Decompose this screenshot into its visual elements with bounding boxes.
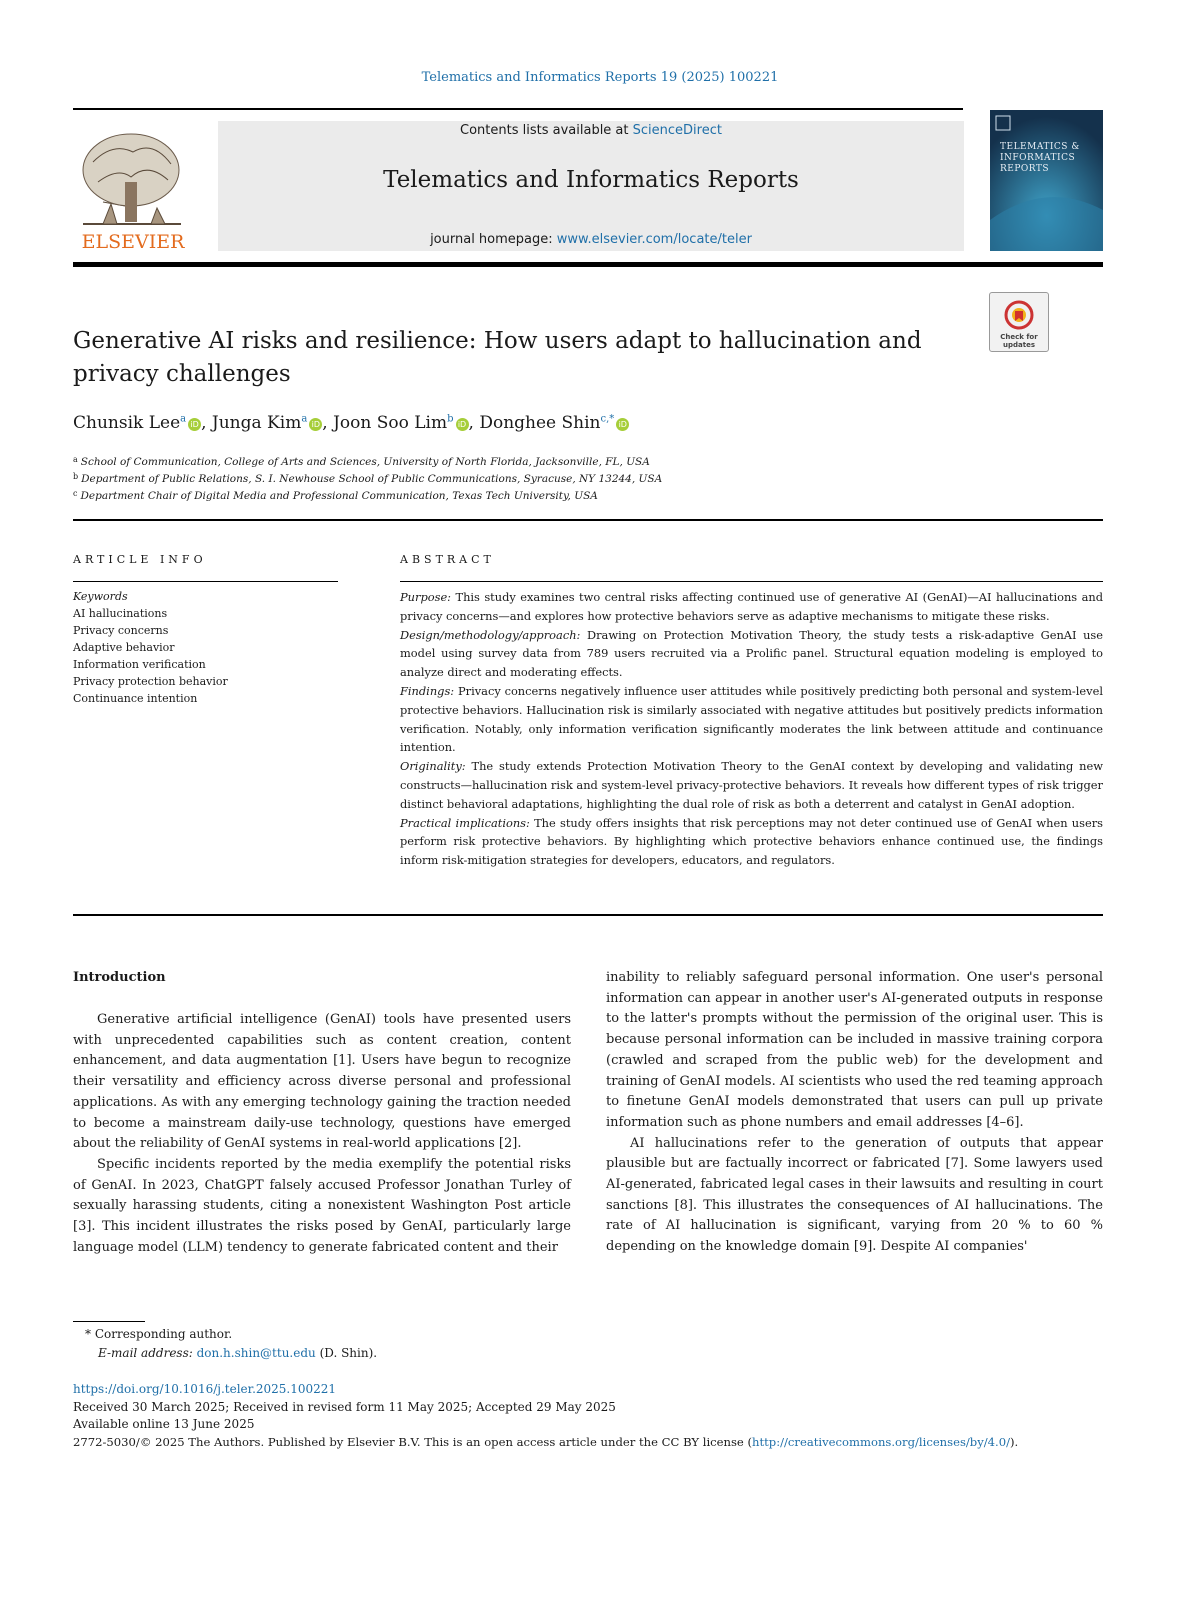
asterisk-mark: *	[85, 1327, 91, 1341]
journal-homepage	[218, 232, 964, 247]
keyword-item: Adaptive behavior	[73, 641, 175, 654]
available-online: Available online 13 June 2025	[73, 1417, 255, 1431]
author-affil-mark[interactable]: a	[180, 413, 187, 425]
paper-title: Generative AI risks and resilience: How users adapt to hallucination and privacy challenges	[73, 328, 922, 387]
author-name[interactable]: Joon Soo Lim	[333, 413, 448, 433]
article-meta	[73, 1381, 1113, 1451]
keyword-item: Continuance intention	[73, 692, 198, 705]
orcid-icon[interactable]: iD	[188, 418, 201, 431]
footnote-rule	[73, 1321, 145, 1322]
abstract-rule	[400, 581, 1103, 582]
abstract-section: Practical implications: The study offers insights that risk perceptions may not deter continued use of GenAI when users perform risk protective behaviors. By highlighting which protective behaviors enhance continued use, the findings inform risk-mitigation strategies for developers, educators, and regulators.	[400, 815, 1103, 868]
article-info-heading: ARTICLE INFO	[73, 553, 207, 566]
keyword-item: Privacy protection behavior	[73, 675, 228, 688]
journal-cover	[990, 110, 1103, 251]
orcid-icon[interactable]: iD	[309, 418, 322, 431]
sciencedirect-link[interactable]: ScienceDirect	[632, 123, 722, 138]
abstract-section: Purpose: This study examines two central risks affecting continued use of generative AI (GenAI)—AI hallucinations and privacy concerns—and explores how protective behaviors serve as adaptive mechanisms to mitigate these risks.	[400, 590, 1103, 623]
header-rule	[73, 108, 963, 110]
body-paragraph: AI hallucinations refer to the generation of outputs that appear plausible but are factually incorrect or fabricated [7]. Some lawyers used AI-generated, fabricated legal cases in their lawsuits and resulting in court sanctions [8]. This illustrates the consequences of AI hallucinations. The rate of AI hallucination is significant, varying from 20 % to 60 % depending on the knowledge domain [9]. Despite AI companies'	[606, 1135, 1103, 1255]
doi-link[interactable]: https://doi.org/10.1016/j.teler.2025.100221	[73, 1382, 337, 1396]
author-name[interactable]: Chunsik Lee	[73, 413, 181, 433]
corresponding-author-note: * Corresponding author.	[85, 1327, 233, 1341]
email-link[interactable]: don.h.shin@ttu.edu	[196, 1346, 316, 1360]
contents-prefix: Contents lists available at	[460, 123, 633, 138]
cover-title: TELEMATICS & INFORMATICS REPORTS	[1000, 142, 1080, 174]
author-affil-mark[interactable]: a	[301, 413, 308, 425]
homepage-prefix: journal homepage:	[430, 232, 557, 247]
affiliation-b: $^b$ Department of Public Relations, S. I. Newhouse School of Public Communications, Syracuse, NY 13244, USA	[73, 472, 663, 485]
orcid-icon[interactable]: iD	[616, 418, 629, 431]
journal-name: Telematics and Informatics Reports	[383, 167, 799, 193]
author-affil-mark[interactable]: b	[447, 413, 454, 425]
abstract-bottom-rule	[73, 914, 1103, 916]
license-line: 2772-5030/© 2025 The Authors. Published by Elsevier B.V. This is an open access article under the CC BY license (http://creativecommons.org/licenses/by/4.0/).	[73, 1434, 1019, 1449]
author-name[interactable]: Junga Kim	[211, 413, 302, 433]
elsevier-tree-icon	[73, 122, 193, 252]
email-note: E-mail address: don.h.shin@ttu.edu (D. Shin).	[98, 1346, 378, 1360]
received-dates: Received 30 March 2025; Received in revised form 11 May 2025; Accepted 29 May 2025	[73, 1399, 616, 1414]
affiliation-c: $^c$ Department Chair of Digital Media and Professional Communication, Texas Tech University, USA	[73, 489, 598, 502]
keywords-rule	[73, 581, 338, 582]
affiliation-a: $^a$ School of Communication, College of Arts and Sciences, University of North Florida, Jacksonville, FL, USA	[73, 455, 650, 468]
svg-text:ELSEVIER: ELSEVIER	[81, 231, 185, 252]
keywords-block	[73, 588, 373, 707]
author-affil-mark[interactable]: c,*	[600, 413, 615, 425]
author-name[interactable]: Donghee Shin	[479, 413, 601, 433]
abstract-heading: ABSTRACT	[400, 553, 495, 566]
banner-rule	[73, 262, 1103, 267]
body-paragraph: inability to reliably safeguard personal information. One user's personal information can appear in another user's AI-generated outputs in response to the latter's prompts without the permission of the original user. This is because personal information can be included in massive training corpora (crawled and scraped from the public web) for the development and training of GenAI models. AI scientists who used the red teaming approach to finetune GenAI models demonstrated that users can pull up private information such as phone numbers and email addresses [4–6].	[606, 970, 1104, 1130]
homepage-link[interactable]: www.elsevier.com/locate/teler	[556, 232, 752, 247]
license-link[interactable]: http://creativecommons.org/licenses/by/4.0/	[752, 1434, 1011, 1449]
orcid-icon[interactable]: iD	[456, 418, 469, 431]
introduction-heading: Introduction	[73, 970, 166, 985]
body-left-column	[73, 1010, 571, 1258]
keyword-item: Information verification	[73, 658, 206, 671]
body-paragraph: Specific incidents reported by the media exemplify the potential risks of GenAI. In 2023, ChatGPT falsely accused Professor Jonathan Turley of sexually harassing students, citing a nonexistent Washington Post article [3]. This incident illustrates the risks posed by GenAI, particularly large language model (LLM) tendency to generate fabricated content and their	[73, 1156, 571, 1255]
keywords-label: Keywords	[73, 590, 128, 603]
info-top-rule	[73, 519, 1103, 521]
cover-art-icon	[990, 110, 1103, 251]
author-list: Chunsik Lee$^a$iD , Junga Kim$^a$iD , Joon Soo Lim$^b$iD , Donghee Shin$^{c,*}$iD	[73, 413, 973, 433]
body-paragraph: Generative artificial intelligence (GenAI) tools have presented users with unprecedented capabilities such as content creation, content enhancement, and data augmentation [1]. Users have begun to recognize their versatility and efficiency across diverse personal and professional applications. As with any emerging technology gaining the traction needed to become a mainstream daily-use technology, questions have emerged about the reliability of GenAI systems in real-world applications [2].	[73, 1012, 571, 1152]
contents-line	[218, 123, 964, 138]
body-right-column	[606, 968, 1103, 1258]
abstract-section: Originality: The study extends Protection Motivation Theory to the GenAI context by developing and validating new constructs—hallucination risk and system-level privacy-protective behaviors. It reveals how different types of risk trigger distinct behavioral adaptations, highlighting the dual role of risk as both a deterrent and catalyst in GenAI adoption.	[400, 759, 1103, 811]
check-updates-label: Check for updates	[1000, 333, 1038, 349]
check-for-updates-button[interactable]	[989, 292, 1049, 352]
running-head[interactable]: Telematics and Informatics Reports 19 (2025) 100221	[421, 70, 779, 85]
abstract-section: Findings: Privacy concerns negatively influence user attitudes while positively predicting both personal and system-level protective behaviors. Hallucination risk is similarly associated with negative attitudes but positively predicts information verification. Notably, only information verification significantly moderates the link between attitude and continuance intention.	[400, 683, 1103, 755]
keyword-item: Privacy concerns	[73, 624, 169, 637]
elsevier-logo	[73, 122, 193, 252]
abstract-body	[400, 588, 1103, 870]
keyword-item: AI hallucinations	[73, 607, 168, 620]
abstract-section: Design/methodology/approach: Drawing on Protection Motivation Theory, the study tests a risk-adaptive GenAI use model using survey data from 789 users recruited via a Prolific panel. Structural equation modeling is employed to analyze direct and moderating effects.	[400, 627, 1103, 680]
